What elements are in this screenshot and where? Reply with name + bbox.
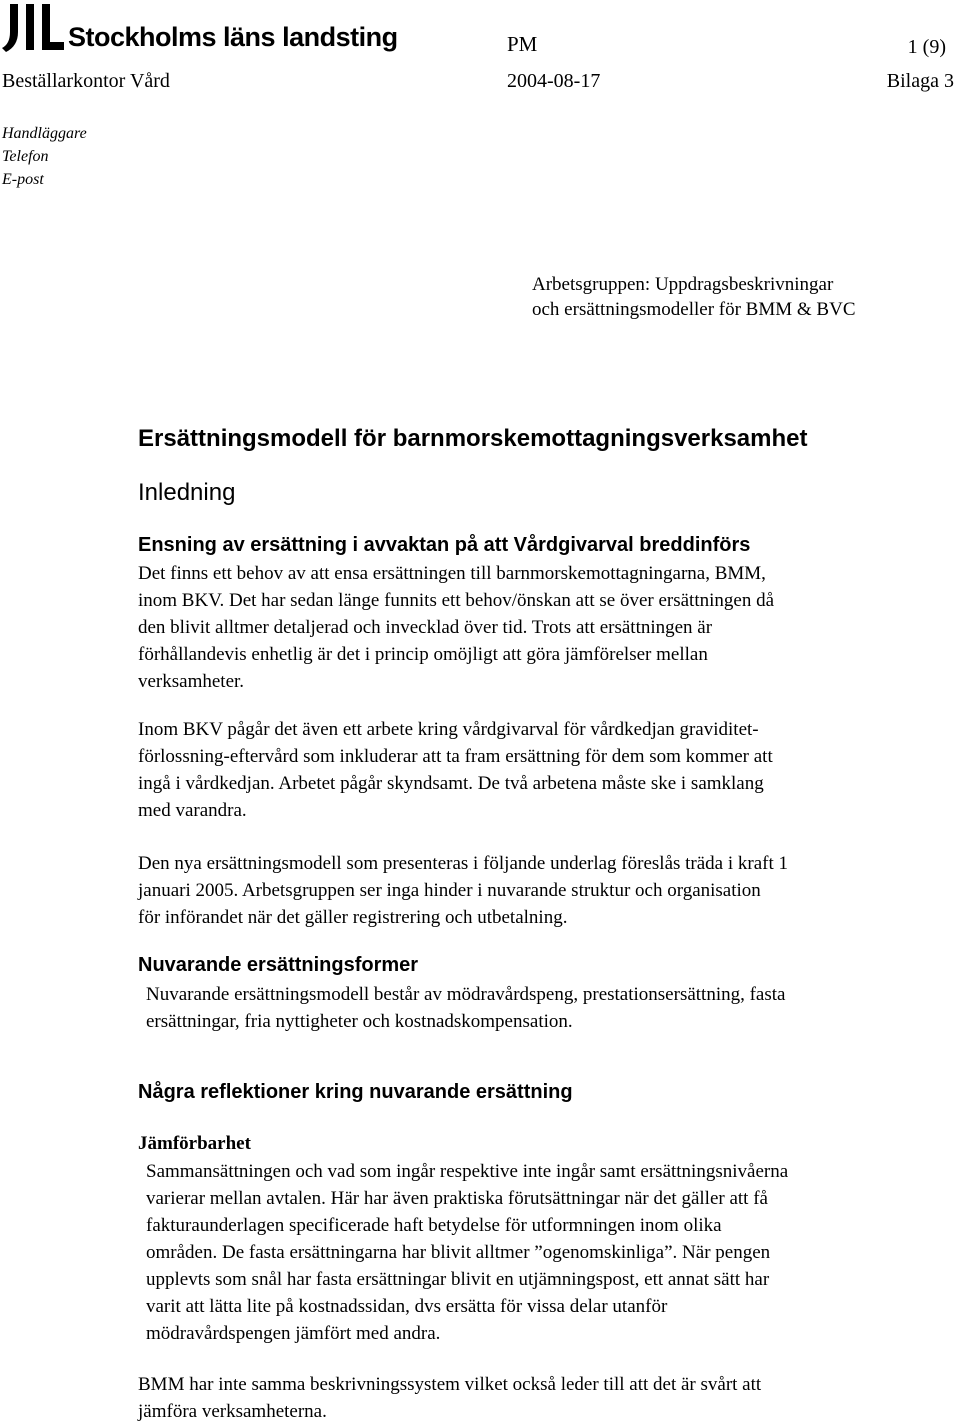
org-name: Stockholms läns landsting [68, 22, 398, 52]
attachment-label: Bilaga 3 [886, 70, 954, 92]
text-line: ersättningar, fria nyttigheter och kostnadskompensation. [146, 1011, 573, 1032]
text-line: januari 2005. Arbetsgruppen ser inga hinder i nuvarande struktur och organisation [138, 880, 761, 901]
section-heading: Nuvarande ersättningsformer [138, 954, 419, 976]
text-line: Nuvarande ersättningsmodell består av mödravårdspeng, prestationsersättning, fasta [146, 984, 786, 1005]
recipient-line: Arbetsgruppen: Uppdragsbeskrivningar [532, 274, 834, 295]
text-line: med varandra. [138, 800, 247, 821]
text-line: inom BKV. Det har sedan länge funnits ett behov/önskan att se över ersättningen då [138, 590, 774, 611]
document-title: Ersättningsmodell för barnmorskemottagningsverksamhet [138, 425, 808, 452]
section3-paragraph [146, 1158, 946, 1347]
text-line: Inom BKV pågår det även ett arbete kring vårdgivarval för vårdkedjan graviditet- [138, 719, 759, 740]
section-heading: Ensning av ersättning i avvaktan på att Vårdgivarval breddinförs [138, 534, 751, 556]
text-line: mödravårdspengen jämfört med andra. [146, 1323, 441, 1344]
text-line: BMM har inte samma beskrivningssystem vilket också leder till att det är svårt att [138, 1374, 762, 1395]
section-heading: Några reflektioner kring nuvarande ersättning [138, 1081, 573, 1103]
recipient-line: och ersättningsmodeller för BMM & BVC [532, 299, 856, 320]
text-line: verksamheter. [138, 671, 245, 692]
org-logo [2, 2, 398, 54]
text-line: upplevts som snål har fasta ersättningar blivit en utjämningspost, ett annat sätt har [146, 1269, 770, 1290]
text-line: varit att lätta lite på kostnadssidan, dvs ersätta för vissa delar utanför [146, 1296, 668, 1317]
paragraph [138, 850, 938, 931]
meta-handlaggare: Handläggare [2, 125, 87, 142]
text-line: ingå i vårdkedjan. Arbetet pågår skyndsamt. De två arbetena måste ske i samklang [138, 773, 764, 794]
meta-epost: E-post [2, 171, 44, 188]
doc-date: 2004-08-17 [507, 70, 601, 92]
section1-paragraph [138, 560, 938, 695]
text-line: för införandet när det gäller registrering och utbetalning. [138, 907, 568, 928]
text-line: områden. De fasta ersättningarna har blivit alltmer ”ogenomskinliga”. När pengen [146, 1242, 771, 1263]
paragraph [138, 716, 938, 824]
intro-heading: Inledning [138, 479, 236, 506]
page-number: 1 (9) [907, 36, 946, 58]
text-line: varierar mellan avtalen. Här har även praktiska förutsättningar när det gäller att få [146, 1188, 768, 1209]
subheading: Jämförbarhet [138, 1133, 251, 1154]
logo-mark-icon [2, 2, 66, 54]
text-line: fakturaunderlagen specificerade haft betydelse för utformningen inom olika [146, 1215, 722, 1236]
text-line: förhållandevis enhetlig är det i princip omöjligt att göra jämförelser mellan [138, 644, 708, 665]
text-line: den blivit alltmer detaljerad och invecklad över tid. Trots att ersättningen är [138, 617, 713, 638]
text-line: Sammansättningen och vad som ingår respektive inte ingår samt ersättningsnivåerna [146, 1161, 789, 1182]
paragraph [138, 1371, 938, 1425]
text-line: jämföra verksamheterna. [138, 1401, 327, 1422]
section2-paragraph [146, 981, 946, 1035]
meta-block [2, 122, 87, 191]
text-line: Det finns ett behov av att ensa ersättningen till barnmorskemottagningarna, BMM, [138, 563, 766, 584]
meta-telefon: Telefon [2, 148, 49, 165]
text-line: Den nya ersättningsmodell som presenteras i följande underlag föreslås träda i kraft 1 [138, 853, 789, 874]
department: Beställarkontor Vård [2, 70, 170, 92]
text-line: förlossning-eftervård som inkluderar att ta fram ersättning för dem som kommer att [138, 746, 773, 767]
doc-type: PM [507, 32, 538, 56]
recipient-block [532, 272, 856, 322]
